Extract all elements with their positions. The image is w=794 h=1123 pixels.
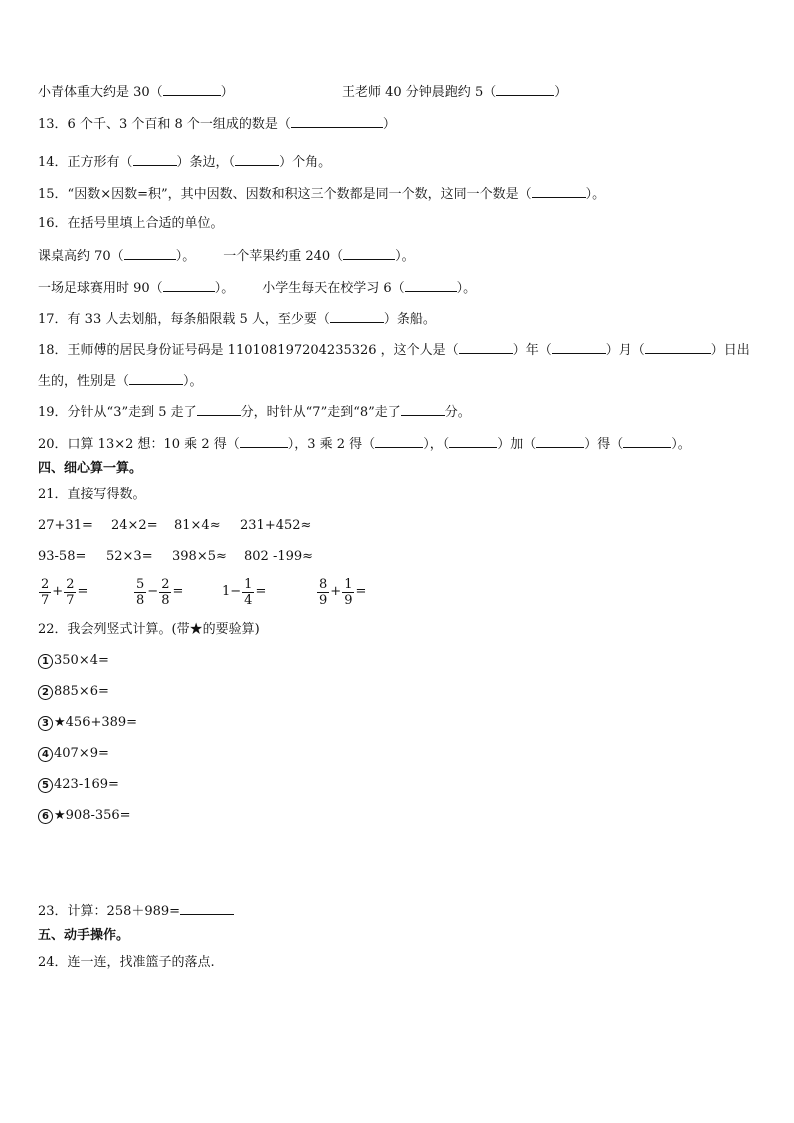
circled-number: 6: [38, 809, 53, 824]
question-18-cont: 生的，性别是（ ）。: [38, 374, 203, 389]
vertical-calc-item-3: 3 ★456+389=: [38, 715, 137, 731]
answer-blank[interactable]: [235, 153, 279, 166]
q21-expr-2-2: 52×3=: [106, 549, 153, 564]
q21-expr-2-3: 398×5≈: [172, 549, 227, 564]
question-13: 13．6 个千、3 个百和 8 个一组成的数是（ ）: [38, 117, 396, 132]
q21-expr-1-2: 24×2=: [111, 518, 158, 533]
question-19: 19．分针从“3”走到 5 走了 分，时针从“7”走到“8”走了 分。: [38, 405, 471, 420]
answer-blank[interactable]: [163, 83, 221, 96]
circled-number: 3: [38, 716, 53, 731]
answer-blank[interactable]: [449, 435, 497, 448]
question-17: 17．有 33 人去划船，每条船限载 5 人，至少要（ ）条船。: [38, 312, 436, 327]
fraction: $\frac{2}{7}$: [41, 576, 50, 608]
answer-blank[interactable]: [552, 341, 606, 354]
answer-blank[interactable]: [240, 435, 288, 448]
answer-blank[interactable]: [343, 247, 395, 260]
fraction-expression-4: $\frac{8}{9}$ + $\frac{1}{9}$ =: [319, 576, 367, 608]
question-16: 16．在括号里填上合适的单位。: [38, 216, 224, 231]
answer-blank[interactable]: [129, 372, 183, 385]
answer-blank[interactable]: [180, 902, 234, 915]
question-15: 15．“因数×因数=积”，其中因数、因数和积这三个数都是同一个数，这同一个数是（ ）。: [38, 187, 606, 202]
vertical-calc-item-1: 1 350×4=: [38, 653, 109, 669]
question-20: 20．口算 13×2 想：10 乘 2 得（ ），3 乘 2 得（ ），（ ）加（ ）得（ ）。: [38, 437, 691, 452]
answer-blank[interactable]: [623, 435, 671, 448]
answer-blank[interactable]: [496, 83, 554, 96]
fraction: $\frac{8}{9}$: [319, 576, 328, 608]
answer-blank[interactable]: [291, 115, 383, 128]
answer-blank[interactable]: [375, 435, 423, 448]
vertical-calc-item-6: 6 ★908-356=: [38, 808, 131, 824]
answer-blank[interactable]: [163, 279, 215, 292]
q21-expr-2-4: 802 -199≈: [244, 549, 314, 564]
q16-row-2: 一场足球赛用时 90（ ）。 小学生每天在校学习 6（ ）。: [38, 281, 477, 296]
fraction-expression-2: $\frac{5}{8}$ − $\frac{2}{8}$ =: [136, 576, 184, 608]
circled-number: 5: [38, 778, 53, 793]
answer-blank[interactable]: [197, 403, 241, 416]
circled-number: 4: [38, 747, 53, 762]
fraction: $\frac{1}{9}$: [344, 576, 353, 608]
fraction-expression-1: $\frac{2}{7}$ + $\frac{2}{7}$ =: [41, 576, 89, 608]
answer-blank[interactable]: [401, 403, 445, 416]
question-23: 23．计算：258＋989=: [38, 902, 234, 920]
q16-row-1: 课桌高约 70（ ）。 一个苹果约重 240（ ）。: [38, 249, 415, 264]
q12-line: 小青体重大约是 30（ ）: [38, 85, 234, 100]
q12-line-right: 王老师 40 分钟晨跑约 5（ ）: [342, 85, 568, 100]
circled-number: 1: [38, 654, 53, 669]
fraction: $\frac{1}{4}$: [244, 576, 253, 608]
answer-blank[interactable]: [133, 153, 177, 166]
question-21: 21．直接写得数。: [38, 487, 146, 502]
fraction: $\frac{2}{8}$: [161, 576, 170, 608]
q21-expr-1-1: 27+31=: [38, 518, 93, 533]
answer-blank[interactable]: [536, 435, 584, 448]
vertical-calc-item-5: 5 423-169=: [38, 777, 119, 793]
section-4-heading: 四、细心算一算。: [38, 461, 143, 476]
answer-blank[interactable]: [459, 341, 513, 354]
question-22: 22．我会列竖式计算。(带★的要验算): [38, 622, 260, 637]
fraction-expression-3: 1− $\frac{1}{4}$ =: [222, 576, 267, 608]
q21-expr-2-1: 93-58=: [38, 549, 87, 564]
fraction: $\frac{5}{8}$: [136, 576, 145, 608]
q12-part-a: 小青体重大约是 30（: [38, 85, 163, 100]
answer-blank[interactable]: [330, 310, 384, 323]
q21-expr-1-4: 231+452≈: [240, 518, 312, 533]
answer-blank[interactable]: [532, 185, 586, 198]
section-5-heading: 五、动手操作。: [38, 928, 130, 943]
vertical-calc-item-4: 4 407×9=: [38, 746, 109, 762]
answer-blank[interactable]: [645, 341, 711, 354]
fraction: $\frac{2}{7}$: [66, 576, 75, 608]
circled-number: 2: [38, 685, 53, 700]
answer-blank[interactable]: [405, 279, 457, 292]
question-18: 18．王师傅的居民身份证号码是 110108197204235326 ，这个人是（ ）年（ ）月（ ）日出: [38, 343, 750, 358]
q21-expr-1-3: 81×4≈: [174, 518, 221, 533]
answer-blank[interactable]: [124, 247, 176, 260]
question-24: 24．连一连，找准篮子的落点.: [38, 955, 215, 970]
question-14: 14．正方形有（ ）条边，（ ）个角。: [38, 155, 332, 170]
vertical-calc-item-2: 2 885×6=: [38, 684, 109, 700]
